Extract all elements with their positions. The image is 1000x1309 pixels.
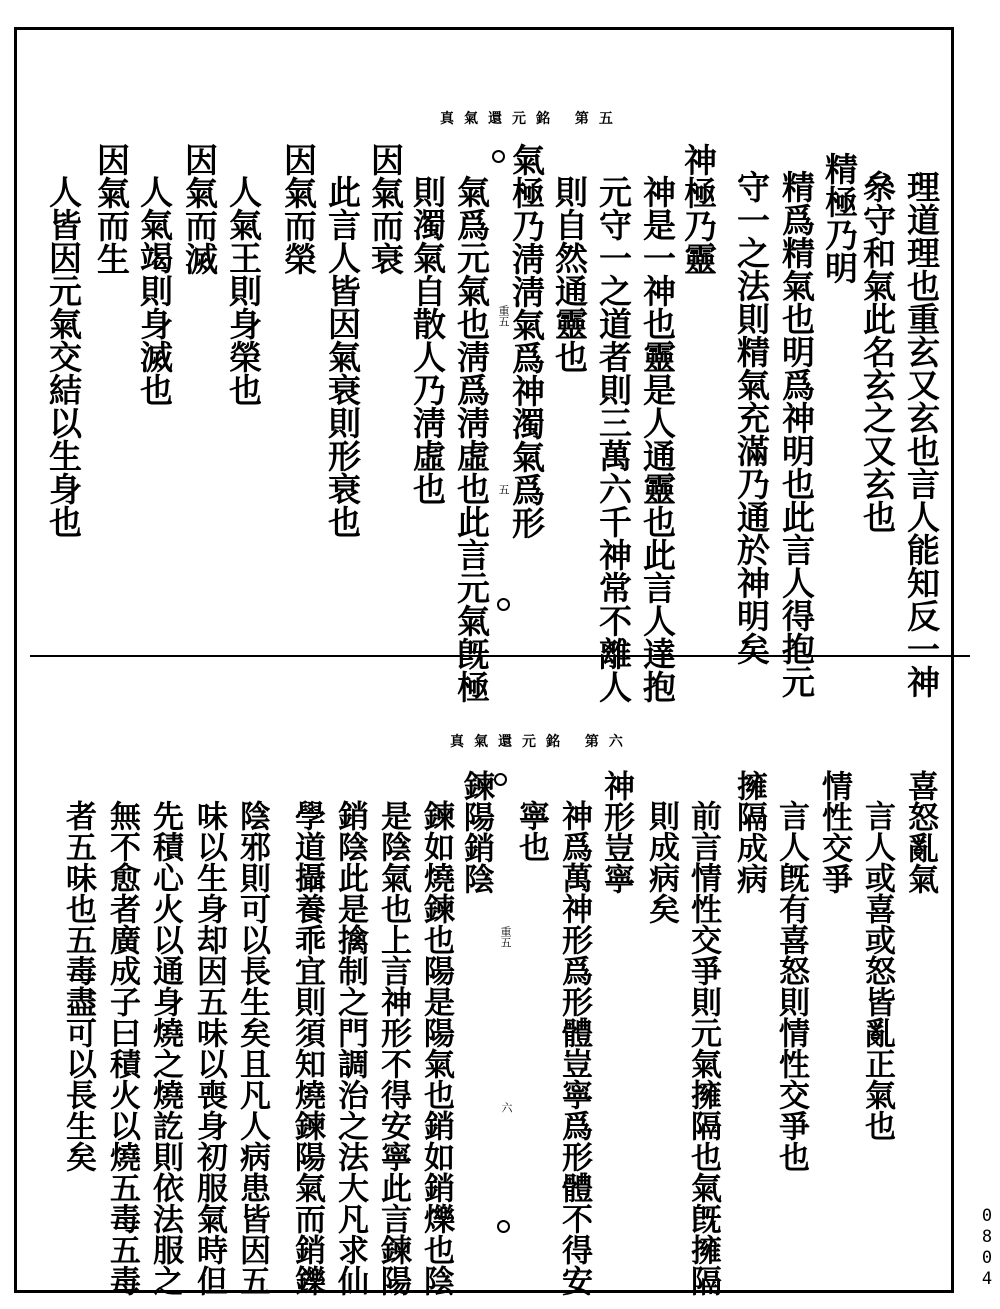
text-column: 氣爲元氣也淸爲淸虛也此言元氣旣極 — [452, 175, 491, 703]
text-column: 陰邪則可以長生矣且凡人病患皆因五 — [234, 800, 270, 1296]
text-column: 元守一之道者則三萬六千神常不離人 — [594, 175, 633, 703]
text-column: 神爲萬神形爲形體豈寧爲形體不得安 — [556, 800, 592, 1296]
text-column: 理道理也重玄又玄也言人能知反一神 — [902, 170, 941, 698]
text-column: 則濁氣自散人乃淸虛也 — [408, 175, 447, 505]
column-marker: 六 — [500, 1102, 513, 1113]
text-column: 者五味也五毒盡可以長生矣 — [60, 800, 96, 1172]
column-marker: 五 — [497, 484, 510, 495]
text-column: 鍊如燒鍊也陽是陽氣也銷如銷爍也陰 — [418, 800, 454, 1296]
text-column: 則自然通靈也 — [550, 175, 589, 373]
text-column: 擁隔成病 — [731, 770, 767, 894]
text-column: 人皆因元氣交結以生身也 — [44, 175, 83, 538]
text-column: 人氣王則身榮也 — [224, 175, 263, 406]
text-column: 神極乃靈 — [679, 143, 718, 275]
text-column: 人氣竭則身滅也 — [135, 175, 174, 406]
text-column: 言人或喜或怒皆亂正氣也 — [859, 800, 895, 1141]
text-column: 精極乃明 — [820, 152, 859, 284]
page-divider — [30, 655, 970, 657]
column-marker: 重五 — [497, 305, 510, 327]
text-column: 因氣而生 — [92, 143, 131, 275]
text-column: 守一之法則精氣充滿乃通於神明矣 — [732, 170, 771, 665]
text-column: 則成病矣 — [643, 800, 679, 924]
text-column: 精爲精氣也明爲神明也此言人得抱元 — [777, 170, 816, 698]
text-column: 先積心火以通身燒之燒訖則依法服之 — [147, 800, 183, 1296]
text-column: 㕘守和氣此名玄之又玄也 — [858, 170, 897, 533]
punctuation-circle-mark — [492, 150, 505, 163]
text-column: 因氣而滅 — [180, 143, 219, 275]
text-column: 鍊陽銷陰 — [458, 770, 494, 894]
punctuation-circle-mark — [497, 1220, 510, 1233]
page-number: 0804 — [977, 1206, 997, 1290]
text-column: 喜怒亂氣 — [902, 770, 938, 894]
text-column: 學道攝養乖宜則須知燒鍊陽氣而銷鑠 — [289, 800, 325, 1296]
punctuation-circle-mark — [494, 773, 507, 786]
page-header-top: 真氣還元銘 第五 — [440, 111, 623, 127]
text-column: 言人旣有喜怒則情性交爭也 — [773, 800, 809, 1172]
text-column: 寧也 — [513, 800, 549, 862]
text-column: 神是一神也靈是人通靈也此言人達抱 — [638, 175, 677, 703]
text-column: 氣極乃淸淸氣爲神濁氣爲形 — [507, 143, 546, 539]
text-column: 因氣而衰 — [366, 143, 405, 275]
text-column: 無不愈者廣成子曰積火以燒五毒五毒 — [104, 800, 140, 1296]
text-column: 味以生身却因五味以喪身初服氣時但 — [191, 800, 227, 1296]
text-column: 此言人皆因氣衰則形衰也 — [323, 175, 362, 538]
text-column: 因氣而榮 — [279, 143, 318, 275]
column-marker: 重五 — [499, 926, 512, 948]
punctuation-circle-mark — [497, 598, 510, 611]
page-header-bottom: 真氣還元銘 第六 — [450, 734, 633, 750]
text-column: 是陰氣也上言神形不得安寧此言鍊陽 — [375, 800, 411, 1296]
text-column: 前言情性交爭則元氣擁隔也氣旣擁隔 — [685, 800, 721, 1296]
text-column: 情性交爭 — [816, 770, 852, 894]
text-column: 銷陰此是擒制之門調治之法大凡求仙 — [332, 800, 368, 1296]
text-column: 神形豈寧 — [598, 770, 634, 894]
